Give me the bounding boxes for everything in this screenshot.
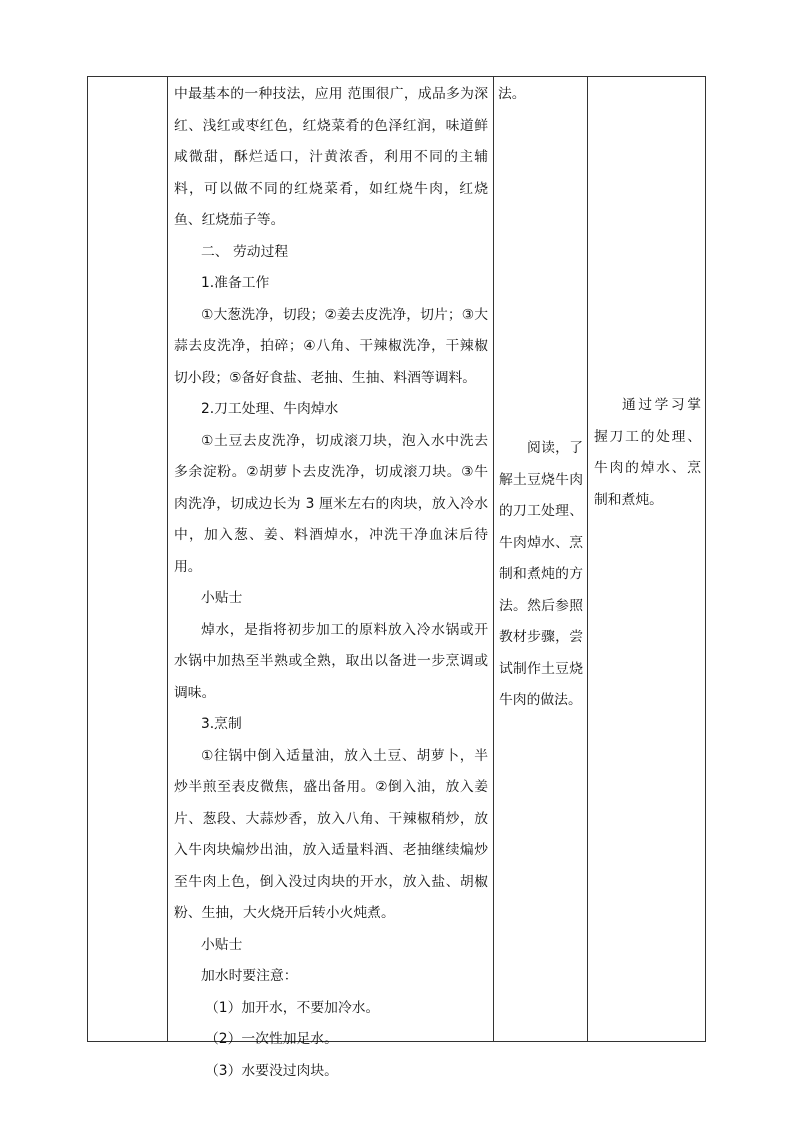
blanching-tip-paragraph: 焯水，是指将初步加工的原料放入冷水锅或开水锅中加热至半熟或全熟，取出以备进一步烹调或调味。 [174,621,488,701]
design-intent-text: 通过学习掌握刀工的处理、牛肉的焯水、烹制和煮炖。 [594,397,701,508]
section-heading-labor-process: 二、 劳动过程 [201,243,289,260]
tip-heading: 小贴士 [201,590,243,606]
knife-work-paragraph: ①土豆去皮洗净，切成滚刀块，泡入水中洗去多余淀粉。②胡萝卜去皮洗净，切成滚刀块。③牛肉洗净，切成边长为 3 厘米左右的肉块，放入冷水中，加入葱、姜、料酒焯水，冲洗干净血沫后待用。 [174,432,488,575]
table-column-teaching-content [168,77,494,1079]
student-activity-continued [498,79,584,111]
subheading-cooking: 3.烹制 [201,716,242,732]
list-item: （3）水要没过肉块。 [205,1062,338,1079]
table-column-design-intent [588,77,705,1041]
table-column-student-activity [494,77,588,1041]
table-column-1 [88,77,168,1041]
lesson-plan-table [87,76,706,1079]
design-intent [594,390,701,516]
student-activity [499,433,583,717]
list-item: （1）加开水，不要加冷水。 [205,999,380,1016]
cooking-paragraph: ①往锅中倒入适量油，放入土豆、胡萝卜，半炒半煎至表皮微焦，盛出备用。②倒入油，放入姜片、葱段、大蒜炒香，放入八角、干辣椒稍炒，放入牛肉块煸炒出油，放入适量料酒、老抽继续煸炒至牛肉上色，倒入没过肉块的开水，放入盐、胡椒粉、生抽，大火烧开后转小火炖煮。 [174,747,488,921]
tip-heading: 小贴士 [201,936,243,953]
preparation-paragraph: ①大葱洗净，切段；②姜去皮洗净，切片；③大蒜去皮洗净，拍碎；④八角、干辣椒洗净，干辣椒切小段；⑤备好食盐、老抽、生抽、料酒等调料。 [174,306,488,386]
subheading-knife-work: 2.刀工处理、牛肉焯水 [201,401,339,417]
water-tip-intro: 加水时要注意： [201,968,298,984]
teaching-content [174,79,488,1087]
student-activity-text: 阅读，了解土豆烧牛肉的刀工处理、牛肉焯水、烹制和煮炖的方法。然后参照教材步骤，尝试制作土豆烧牛肉的做法。 [499,440,583,708]
student-activity-tail: 法。 [498,86,526,102]
subheading-preparation: 1.准备工作 [201,275,270,291]
intro-paragraph: 中最基本的一种技法，应用 范围很广，成品多为深红、浅红或枣红色，红烧菜肴的色泽红润，味道鲜咸微甜，酥烂适口，汁黄浓香，利用不同的主辅料，可以做不同的红烧菜肴，如红烧牛肉，红烧鱼、红烧茄子等。 [174,86,488,228]
list-item: （2）一次性加足水。 [205,1031,338,1047]
